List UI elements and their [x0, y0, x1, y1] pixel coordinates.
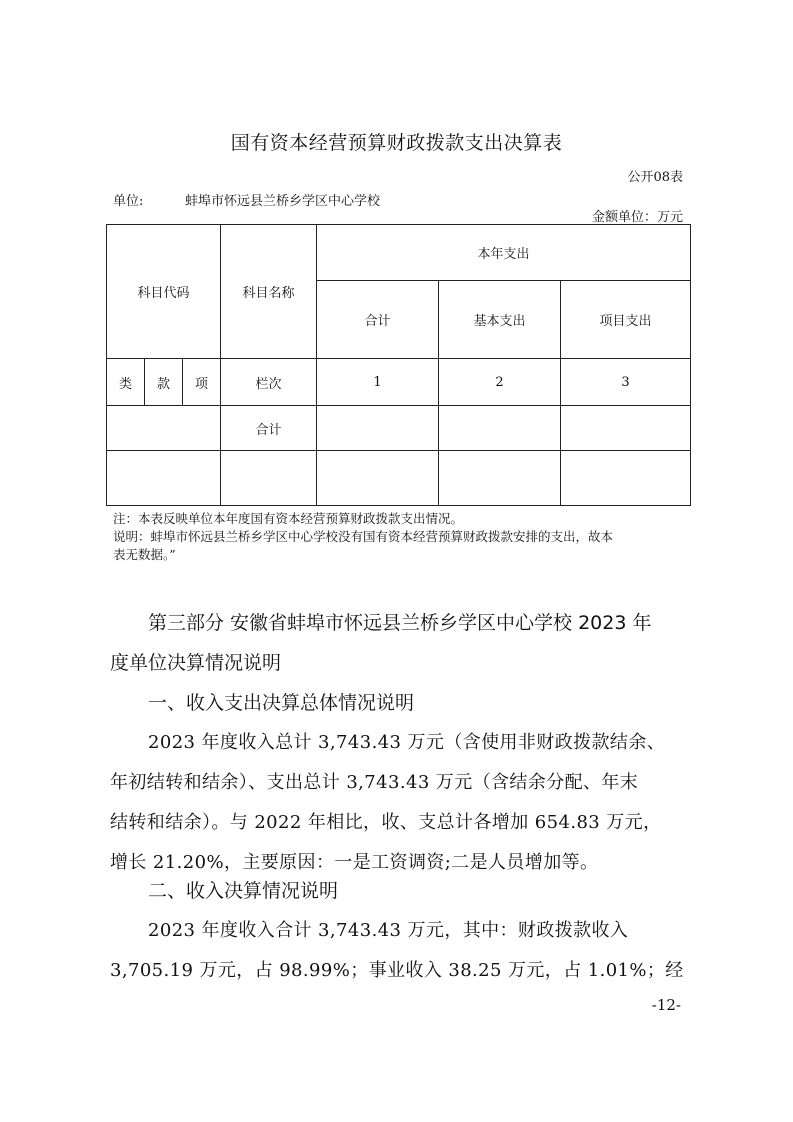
- expense-table: [106, 224, 691, 506]
- paragraph-1-line-1: 2023 年度收入总计 3,743.43 万元（含使用非财政拨款结余、: [148, 732, 666, 753]
- heading-income-expense-overview: 一、收入支出决算总体情况说明: [148, 692, 415, 714]
- cell-col-2: 2: [439, 359, 561, 406]
- paragraph-1-line-4: 增长 21.20%，主要原因：一是工资调资;二是人员增加等。: [110, 852, 599, 873]
- cell-xiang: 项: [183, 359, 221, 406]
- cell-col-3: 3: [561, 359, 691, 406]
- heading-income-details: 二、收入决算情况说明: [148, 880, 339, 902]
- empty-row-code: [107, 451, 221, 506]
- header-total: 合计: [317, 281, 439, 359]
- header-subject-name: 科目名称: [221, 225, 317, 359]
- total-row-total: [317, 406, 439, 451]
- page-number: -12-: [651, 996, 681, 1014]
- cell-lanci: 栏次: [221, 359, 317, 406]
- empty-row-total: [317, 451, 439, 506]
- table-note: 注：本表反映单位本年度国有资本经营预算财政拨款支出情况。: [113, 511, 464, 526]
- cell-col-1: 1: [317, 359, 439, 406]
- unit-label: 单位:: [113, 194, 144, 209]
- table-title: 国有资本经营预算财政拨款支出决算表: [230, 132, 563, 154]
- total-row-project: [561, 406, 691, 451]
- header-year-expense: 本年支出: [317, 225, 691, 281]
- empty-row-name: [221, 451, 317, 506]
- table-number: 公开08表: [627, 170, 683, 185]
- table-explanation-line-2: 表无数据。”: [113, 547, 176, 562]
- header-subject-code: 科目代码: [107, 225, 221, 359]
- part-title-line-1: 第三部分 安徽省蚌埠市怀远县兰桥乡学区中心学校 2023 年: [148, 612, 652, 634]
- header-basic-expense: 基本支出: [439, 281, 561, 359]
- total-row-basic: [439, 406, 561, 451]
- empty-row-project: [561, 451, 691, 506]
- paragraph-2-line-2: 3,705.19 万元，占 98.99%；事业收入 38.25 万元，占 1.01%；经: [110, 960, 684, 981]
- paragraph-2-line-1: 2023 年度收入合计 3,743.43 万元，其中：财政拨款收入: [148, 920, 629, 941]
- paragraph-1-line-3: 结转和结余）。与 2022 年相比，收、支总计各增加 654.83 万元，: [110, 812, 662, 833]
- total-row-label: 合计: [221, 406, 317, 451]
- empty-row-basic: [439, 451, 561, 506]
- header-project-expense: 项目支出: [561, 281, 691, 359]
- unit-name: 蚌埠市怀远县兰桥乡学区中心学校: [185, 194, 381, 209]
- total-row-code: [107, 406, 221, 451]
- paragraph-1-line-2: 年初结转和结余）、支出总计 3,743.43 万元（含结余分配、年末: [110, 772, 639, 793]
- amount-unit: 金额单位：万元: [591, 210, 683, 225]
- part-title-line-2: 度单位决算情况说明: [110, 652, 282, 674]
- cell-lei: 类: [107, 359, 145, 406]
- cell-kuan: 款: [145, 359, 183, 406]
- table-explanation-line-1: 说明：蚌埠市怀远县兰桥乡学区中心学校没有国有资本经营预算财政拨款安排的支出，故本: [113, 529, 614, 544]
